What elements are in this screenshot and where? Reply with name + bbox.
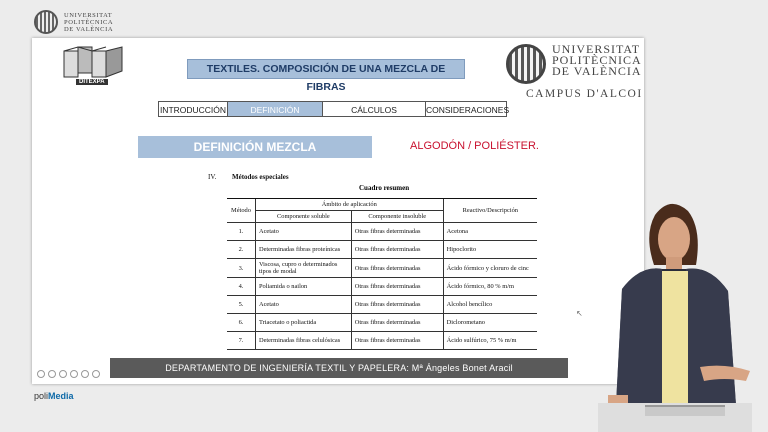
cell-insoluble: Otras fibras determinadas bbox=[351, 314, 443, 332]
cell-soluble: Acetato bbox=[255, 296, 351, 314]
options-icon[interactable] bbox=[92, 370, 100, 378]
header-soluble: Componente soluble bbox=[255, 211, 351, 223]
ditexpa-logo bbox=[62, 45, 128, 85]
upv-seal-icon bbox=[34, 10, 58, 34]
tab-consideraciones[interactable]: CONSIDERACIONES bbox=[425, 101, 507, 117]
cell-reagent: Hipoclorito bbox=[443, 241, 537, 259]
cell-soluble: Determinadas fibras celulósicas bbox=[255, 332, 351, 350]
cell-reagent: Ácido sulfúrico, 75 % m/m bbox=[443, 332, 537, 350]
header-insoluble: Componente insoluble bbox=[351, 211, 443, 223]
next-icon[interactable] bbox=[48, 370, 56, 378]
cell-method: 2. bbox=[227, 241, 255, 259]
mouse-cursor-icon: ↖ bbox=[576, 309, 583, 318]
table-row bbox=[227, 296, 537, 314]
slide-title: TEXTILES. COMPOSICIÓN DE UNA MEZCLA DE FIBRAS bbox=[187, 59, 465, 79]
cell-insoluble: Otras fibras determinadas bbox=[351, 223, 443, 241]
table-row bbox=[227, 223, 537, 241]
ditexpa-label: DITEXPA bbox=[76, 79, 108, 85]
upv-header-logo-text: UNIVERSITAT POLITÈCNICA DE VALÈNCIA bbox=[64, 11, 114, 33]
cell-soluble: Viscosa, cupro o determinados tipos de modal bbox=[255, 259, 351, 278]
summary-table-body bbox=[227, 223, 537, 350]
cell-insoluble: Otras fibras determinadas bbox=[351, 278, 443, 296]
header-method: Método bbox=[227, 199, 255, 223]
tab-definicion[interactable]: DEFINICIÓN bbox=[227, 101, 323, 117]
table-row bbox=[227, 314, 537, 332]
table-row bbox=[227, 278, 537, 296]
upv-header-logo bbox=[34, 10, 113, 34]
slide-nav-tabs bbox=[159, 101, 510, 117]
cell-soluble: Poliamida o nailon bbox=[255, 278, 351, 296]
section-title: Métodos especiales bbox=[231, 173, 289, 181]
upv-seal-icon bbox=[506, 44, 546, 84]
prev-icon[interactable] bbox=[37, 370, 45, 378]
table-row bbox=[227, 332, 537, 350]
menu-icon[interactable] bbox=[70, 370, 78, 378]
cell-reagent: Ácido fórmico y cloruro de cinc bbox=[443, 259, 537, 278]
cell-soluble: Acetato bbox=[255, 223, 351, 241]
tab-introduccion[interactable]: INTRODUCCIÓN bbox=[158, 101, 228, 117]
upv-slide-logo-text: UNIVERSITAT POLITÈCNICA DE VALÈNCIA bbox=[552, 42, 642, 78]
cell-method: 3. bbox=[227, 259, 255, 278]
cell-reagent: Ácido fórmico, 80 % m/m bbox=[443, 278, 537, 296]
cell-method: 6. bbox=[227, 314, 255, 332]
cell-method: 4. bbox=[227, 278, 255, 296]
table-row bbox=[227, 259, 537, 278]
header-scope: Ámbito de aplicación bbox=[255, 199, 443, 211]
cell-soluble: Determinadas fibras proteínicas bbox=[255, 241, 351, 259]
upv-slide-logo bbox=[506, 42, 643, 100]
presenter-video bbox=[600, 195, 752, 432]
header-reagent: Reactivo/Descripción bbox=[443, 199, 537, 223]
cell-insoluble: Otras fibras determinadas bbox=[351, 332, 443, 350]
table-caption: Cuadro resumen bbox=[359, 184, 410, 192]
cell-insoluble: Otras fibras determinadas bbox=[351, 296, 443, 314]
polimedia-logo: poliMedia bbox=[34, 391, 74, 401]
cell-insoluble: Otras fibras determinadas bbox=[351, 259, 443, 278]
tab-calculos[interactable]: CÁLCULOS bbox=[322, 101, 426, 117]
player-controls bbox=[37, 370, 100, 378]
cell-method: 1. bbox=[227, 223, 255, 241]
presentation-slide bbox=[32, 38, 644, 384]
cell-method: 5. bbox=[227, 296, 255, 314]
material-label: ALGODÓN / POLIÉSTER. bbox=[410, 140, 539, 152]
campus-label: CAMPUS D'ALCOI bbox=[526, 88, 643, 100]
summary-table bbox=[227, 198, 537, 350]
cell-reagent: Diclorometano bbox=[443, 314, 537, 332]
definition-heading: DEFINICIÓN MEZCLA bbox=[138, 136, 372, 158]
section-heading bbox=[208, 173, 289, 181]
cell-insoluble: Otras fibras determinadas bbox=[351, 241, 443, 259]
cell-reagent: Alcohol bencílico bbox=[443, 296, 537, 314]
zoom-icon[interactable] bbox=[81, 370, 89, 378]
cell-reagent: Acetona bbox=[443, 223, 537, 241]
cell-method: 7. bbox=[227, 332, 255, 350]
laptop bbox=[645, 405, 725, 416]
department-footer: DEPARTAMENTO DE INGENIERÍA TEXTIL Y PAPELERA: Mª Ángeles Bonet Aracil bbox=[110, 358, 568, 378]
table-row bbox=[227, 241, 537, 259]
pen-icon[interactable] bbox=[59, 370, 67, 378]
section-number: IV. bbox=[208, 173, 217, 181]
cell-soluble: Triacetato o poliactida bbox=[255, 314, 351, 332]
